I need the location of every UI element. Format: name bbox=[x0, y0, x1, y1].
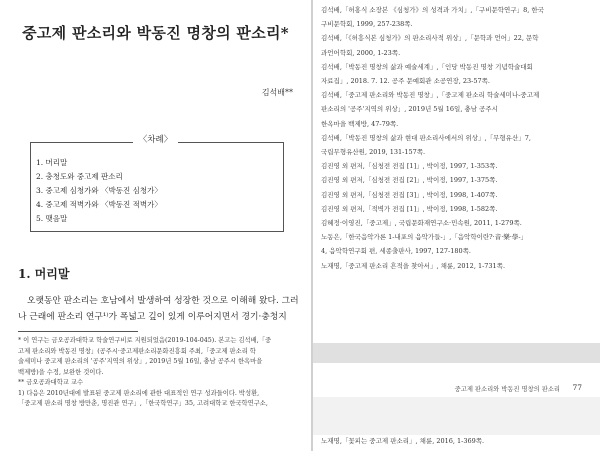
toc-item: 5. 맺음말 bbox=[36, 214, 68, 223]
paper-title: 중고제 판소리와 박동진 명창의 판소리* bbox=[22, 24, 289, 42]
toc-heading-text: 〈차례〉 bbox=[133, 135, 178, 145]
toc-heading bbox=[0, 133, 311, 145]
toc-item: 3. 중고제 심청가와 〈박동진 심청가〉 bbox=[36, 186, 162, 195]
toc-list bbox=[36, 156, 162, 226]
reference-line: 4, 음악학연구회 편, 세종출판사, 1997, 127-180쪽. bbox=[321, 247, 471, 256]
page-number: 77 bbox=[572, 383, 582, 392]
footnote-line: 1) 다음은 2010년대에 발표된 중고제 판소리에 관한 대표적인 연구 성과들이다. 박성환, bbox=[18, 389, 260, 397]
reference-line: 구비문학회, 1999, 257-238쪽. bbox=[321, 20, 413, 29]
footnote-rule bbox=[18, 331, 138, 332]
reference-line: 노동은,「한국음악가론 1-내포의 음악가들-」,「음악학이란?·音·樂·學-」 bbox=[321, 233, 528, 242]
body-paragraph bbox=[18, 293, 300, 325]
section-heading: 1. 머리말 bbox=[18, 267, 70, 281]
author-name: 김석배** bbox=[261, 88, 293, 97]
footnote-line: 고제 판소리와 박동진 명창」(공주시·중고제판소리문화진흥회 주최,「중고제 판소리 학 bbox=[18, 347, 256, 355]
reference-line: 판소리의 '공주'지역의 위상」, 2019년 5월 16일, 충남 공주시 bbox=[321, 105, 498, 114]
reference-line: 김혜정·이영진,「중고제」, 국립문화재연구소·민속원, 2011, 1-279쪽. bbox=[321, 219, 522, 228]
reference-line: 김석배,「박동진 명창의 삶과 현대 판소리사에서의 위상」,「무형유산」7, bbox=[321, 133, 531, 142]
footnote-line: * 이 연구는 금오공과대학교 학술연구비로 지원되었음(2019-104-045). 본고는 김석배,「중 bbox=[18, 337, 272, 344]
reference-line: 자료집」, 2018. 7. 12. 공주 문예회관 소공연장, 23-57쪽. bbox=[321, 77, 490, 86]
footnote-line: 백제방)을 수정, 보완한 것이다. bbox=[18, 368, 104, 376]
toc-item: 2. 충청도와 중고제 판소리 bbox=[36, 172, 123, 181]
reference-line: 김석배,「허홍식 소장본 《심청가》의 성격과 가치」,「구비문학연구」8, 한국 bbox=[321, 6, 544, 14]
footnote-line: ** 금오공과대학교 교수 bbox=[18, 379, 84, 386]
right-page bbox=[313, 0, 600, 451]
reference-line: 김진영 외 편저,「심청전 전집 [1]」, 박이정, 1997, 1-353쪽. bbox=[321, 162, 498, 171]
toc-item: 1. 머리말 bbox=[36, 158, 68, 167]
footnotes bbox=[18, 336, 303, 410]
reference-line: 김진영 외 편저,「심청전 전집 [2]」, 박이정, 1997, 1-375쪽. bbox=[321, 176, 498, 185]
reference-line: 한옥마을 백제방, 47-79쪽. bbox=[321, 119, 399, 128]
body-line: 오랫동안 판소리는 호남에서 발생하여 성장한 것으로 이해해 왔다. 그러 bbox=[27, 296, 299, 306]
page-end-band bbox=[313, 343, 600, 363]
body-line: 나 근래에 판소리 연구¹⁾가 폭넓고 깊이 있게 이루어지면서 경기·충청지 bbox=[18, 312, 287, 322]
page-break-gap bbox=[313, 397, 600, 435]
reference-line-next-page: 노재명,「꽃피는 중고제 판소리」, 채륜, 2016, 1-369쪽. bbox=[321, 437, 485, 445]
reference-line: 김석배,「박동진 명창의 삶과 예술세계」,「인당 박동진 명창 기념학술대회 bbox=[321, 62, 533, 71]
footnote-line: 「중고제 판소리 명창 방만춘, 명진관 연구」,「한국학연구」35, 고려대학교 한국학연구소, bbox=[18, 400, 268, 407]
reference-line: 노재명,「중고제 판소리 흔적을 찾아서」, 채륜, 2012, 1-731쪽. bbox=[321, 261, 506, 270]
running-head: 중고제 판소리와 박동진 명창의 판소리 bbox=[454, 386, 560, 393]
reference-line: 김진영 외 편저,「심청전 전집 [3]」, 박이정, 1998, 1-407쪽. bbox=[321, 190, 498, 199]
reference-line: 국립무형유산원, 2019, 131-157쪽. bbox=[321, 148, 426, 157]
reference-line: 김진영 외 편저,「적벽가 전집 [1]」, 박이정, 1998, 1-582쪽. bbox=[321, 204, 498, 213]
toc-item: 4. 중고제 적벽가와 〈박동진 적벽가〉 bbox=[36, 200, 162, 209]
reference-line: 과언어학회, 2000, 1-23쪽. bbox=[321, 48, 401, 57]
reference-line: 김석배,「《허흥식본 심청가》의 판소리사적 위상」,「문학과 언어」22, 문학 bbox=[321, 34, 539, 43]
reference-list bbox=[321, 3, 597, 273]
reference-line: 김석배,「중고제 판소리와 박동진 명창」,「중고제 판소리 학술세미나-중고제 bbox=[321, 91, 540, 100]
footnote-line: 술세미나 중고제 판소리의 '공주'지역의 위상」, 2019년 5월 16일, 충남 공주시 한옥마을 bbox=[18, 358, 263, 365]
